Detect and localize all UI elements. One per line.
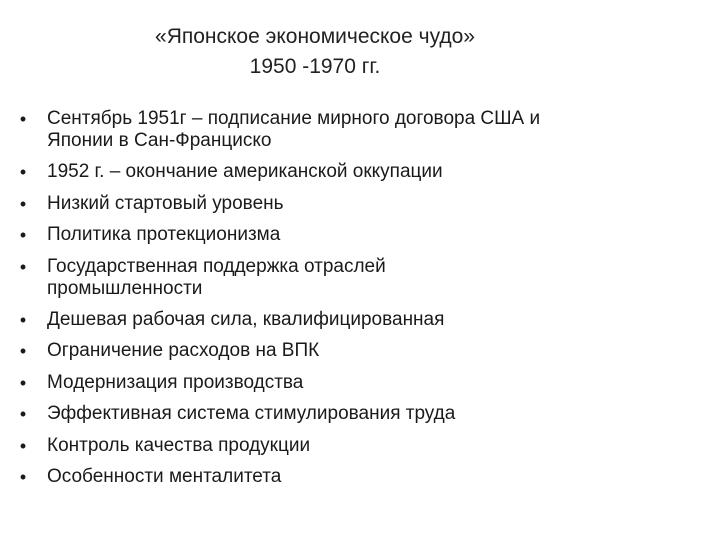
bullet-text: Эффективная система стимулирования труда [47, 403, 456, 425]
title-line-2: 1950 -1970 гг. [249, 55, 381, 78]
bullet-dot-icon: • [19, 372, 27, 393]
bullet-item [14, 193, 704, 215]
bullet-dot-icon: • [19, 193, 27, 214]
bullet-text: Государственная поддержка отраслей промышленности [47, 255, 386, 299]
bullet-text: Модернизация производства [47, 371, 304, 393]
bullet-item [14, 372, 704, 394]
bullet-item [14, 435, 704, 457]
bullet-item [14, 224, 704, 246]
bullet-dot-icon: • [19, 435, 27, 456]
bullet-text: Контроль качества продукции [47, 434, 311, 456]
bullet-dot-icon: • [19, 341, 27, 362]
bullet-text: Политика протекционизма [47, 224, 281, 246]
bullet-dot-icon: • [19, 225, 27, 246]
bullet-item [14, 161, 704, 183]
bullet-dot-icon: • [19, 162, 27, 183]
bullet-text: Дешевая рабочая сила, квалифицированная [47, 308, 445, 330]
slide-title [0, 22, 630, 82]
bullet-item [14, 403, 704, 425]
bullet-text: 1952 г. – окончание американской оккупации [47, 161, 443, 183]
bullet-text: Ограничение расходов на ВПК [47, 340, 320, 362]
bullet-text: Особенности менталитета [47, 465, 282, 487]
title-line-1: «Японское экономическое чудо» [155, 25, 475, 48]
bullet-dot-icon: • [19, 256, 27, 277]
bullet-item [14, 108, 607, 152]
bullet-text: Низкий стартовый уровень [47, 192, 284, 214]
bullet-dot-icon: • [19, 309, 27, 330]
bullet-dot-icon: • [19, 109, 27, 129]
bullet-item [14, 466, 704, 488]
bullet-list [14, 108, 704, 497]
bullet-text: Сентябрь 1951г – подписание мирного договора США и Японии в Сан-Франциско [47, 108, 541, 151]
bullet-item [14, 309, 704, 331]
bullet-item [14, 340, 704, 362]
bullet-dot-icon: • [19, 466, 27, 487]
bullet-dot-icon: • [19, 404, 27, 425]
bullet-item [14, 256, 467, 300]
